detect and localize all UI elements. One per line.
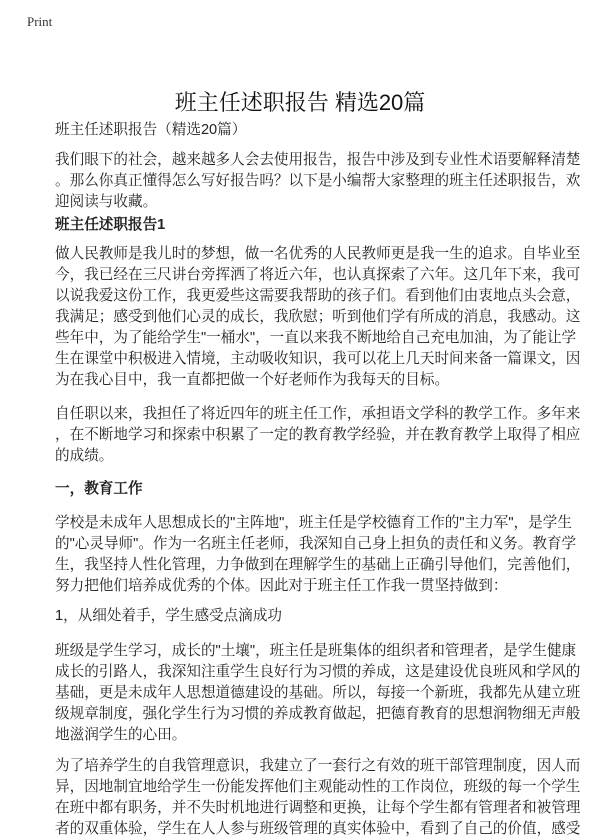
text-line: 级规章制度，强化学生行为习惯的养成教育做起，把德育教育的思想润物细无声般 [55,706,581,722]
paragraph-1 [55,244,581,391]
text-line: 异，因地制宜地给学生一份能发挥他们主观能动性的工作岗位，班级的每一个学生 [55,779,581,795]
text-line: 我们眼下的社会，越来越多人会去使用报告，报告中涉及到专业性术语要解释清楚 [55,152,581,168]
sub-heading-1 [55,606,550,627]
paragraph-5 [55,756,581,840]
text-line: 成长的引路人，我深知注重学生良好行为习惯的养成，这是建设优良班风和学风的 [55,664,581,680]
text-line: 努力把他们培养成优秀的个体。因此对于班主任工作我一贯坚持做到： [55,578,508,594]
paragraph-4 [55,641,581,746]
document-subtitle [55,120,550,141]
sub-heading-1-text: 1，从细处着手，学生感受点滴成功 [55,608,283,624]
education-heading [55,479,550,500]
text-line: 学校是未成年人思想成长的"主阵地"，班主任是学校德育工作的"主力军"，是学生 [55,515,572,531]
text-line: 的"心灵导师"。作为一名班主任老师，我深知自己身上担负的责任和义务。教育学 [55,536,577,552]
paragraph-3 [55,513,581,597]
text-line: 我满足；感受到他们心灵的成长，我欣慰；听到他们学有所成的消息，我感动。这 [55,309,581,325]
print-link[interactable]: Print [27,14,53,29]
text-line: 班级是学生学习，成长的"土壤"，班主任是班集体的组织者和管理者，是学生健康 [55,643,577,659]
text-line: 做人民教师是我儿时的梦想，做一名优秀的人民教师更是我一生的追求。自毕业至 [55,246,581,262]
text-line: ，在不断地学习和探索中积累了一定的教育教学经验，并在教育教学上取得了相应 [55,427,581,443]
document-title: 班主任述职报告 精选20篇 [174,90,426,115]
text-line: 生在课堂中积极进入情境，主动吸收知识，我可以花上几天时间来备一篇课文，因 [55,351,581,367]
education-heading-text: 一，教育工作 [55,481,143,497]
text-line: 。那么你真正懂得怎么写好报告吗？以下是小编帮大家整理的班主任述职报告，欢 [55,173,581,189]
text-line: 基础，更是未成年人思想道德建设的基础。所以，每接一个新班，我都先从建立班 [55,685,581,701]
intro-paragraph [55,150,581,213]
text-line: 迎阅读与收藏。 [55,194,158,210]
section-heading [55,215,550,236]
text-line: 些年中，为了能给学生"一桶水"，一直以来我不断地给自己充电加油，为了能让学 [55,330,577,346]
text-line: 生，我坚持人性化管理，力争做到在理解学生的基础上正确引导他们，完善他们， [55,557,581,573]
text-line: 的成绩。 [55,448,114,464]
paragraph-2 [55,404,581,467]
text-line: 地滋润学生的心田。 [55,727,187,743]
text-line: 自任职以来，我担任了将近四年的班主任工作，承担语文学科的教学工作。多年来 [55,406,581,422]
text-line: 以说我爱这份工作，我更爱些这需要我帮助的孩子们。看到他们由衷地点头会意， [55,288,581,304]
text-line: 今，我已经在三尺讲台旁挥洒了将近六年，也认真探索了六年。这几年下来，我可 [55,267,581,283]
text-line: 为在我心目中，我一直都把做一个好老师作为我每天的目标。 [55,372,450,388]
text-line: 为了培养学生的自我管理意识，我建立了一套行之有效的班干部管理制度，因人而 [55,758,581,774]
text-line: 者的双重体验，学生在人人参与班级管理的真实体验中，看到了自己的价值，感受 [55,821,581,837]
section-heading-text: 班主任述职报告1 [55,217,166,233]
text-line: 在班中都有职务，并不失时机地进行调整和更换，让每个学生都有管理者和被管理 [55,800,581,816]
subtitle-text: 班主任述职报告（精选20篇） [55,122,247,138]
